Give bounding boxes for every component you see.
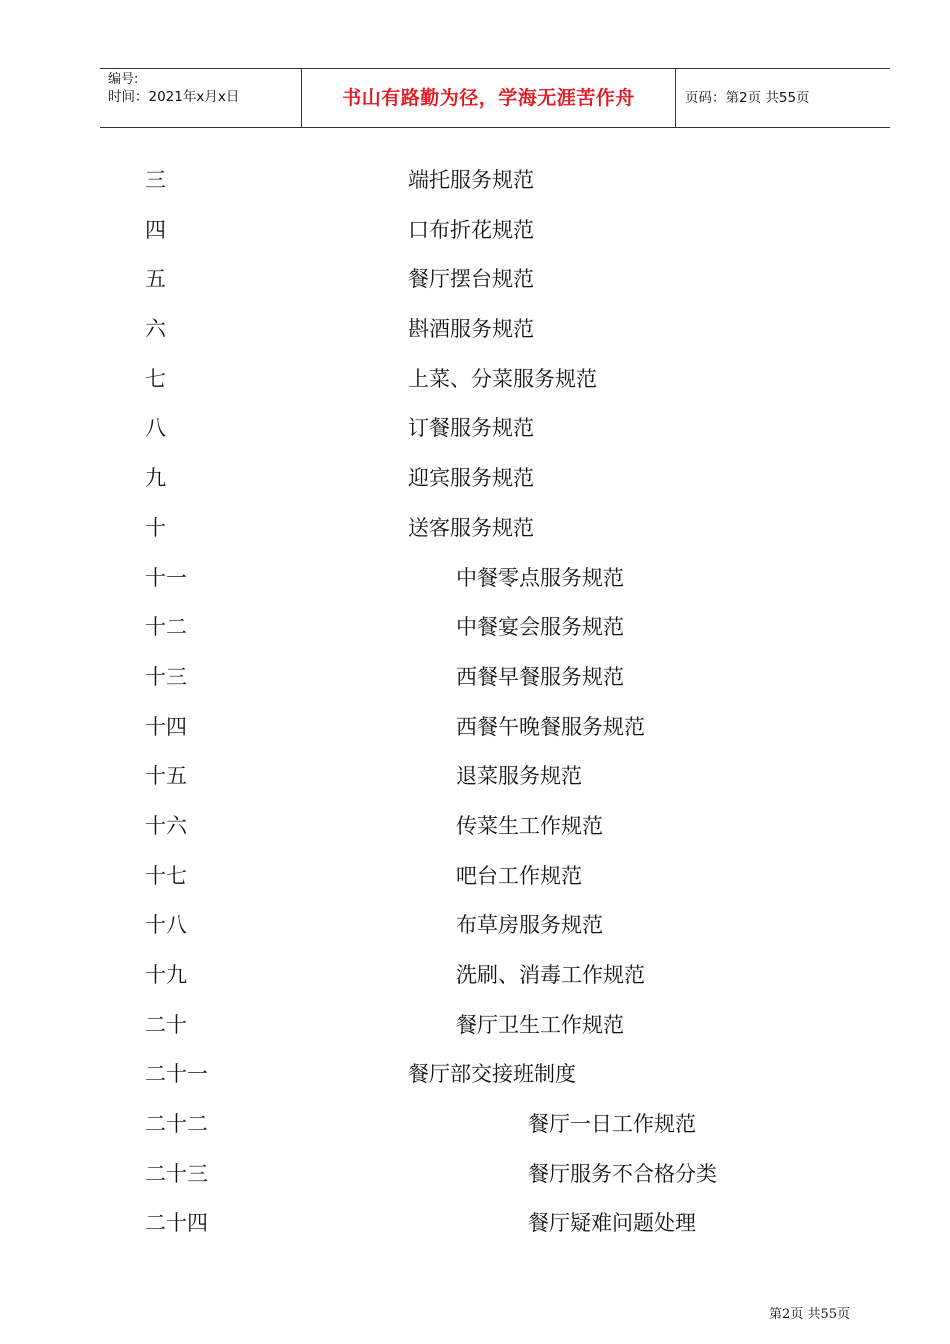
toc-entry (0, 458, 950, 508)
header-page-info: 页码：第2页 共55页 (685, 90, 810, 106)
toc-entry-title: 西餐早餐服务规范 (456, 664, 624, 689)
toc-entry-number: 十七 (145, 863, 187, 888)
toc-entry (0, 210, 950, 260)
toc-entry-title: 吧台工作规范 (456, 863, 582, 888)
toc-entry-number: 十 (145, 515, 166, 540)
toc-entry-number: 七 (145, 366, 166, 391)
toc-entry-title: 送客服务规范 (408, 515, 534, 540)
table-of-contents (0, 160, 950, 1253)
toc-entry-title: 订餐服务规范 (408, 416, 534, 441)
toc-entry-number: 五 (145, 267, 166, 292)
toc-entry-title: 西餐午晚餐服务规范 (456, 714, 645, 739)
toc-entry (0, 1154, 950, 1204)
toc-entry-title: 布草房服务规范 (456, 913, 603, 938)
header-divider (675, 69, 676, 128)
toc-entry (0, 1005, 950, 1055)
toc-entry (0, 607, 950, 657)
toc-entry-title: 餐厅部交接班制度 (408, 1062, 576, 1087)
toc-entry-title: 洗刷、消毒工作规范 (456, 963, 645, 987)
toc-entry-number: 二十一 (145, 1062, 208, 1087)
toc-entry-number: 十九 (145, 963, 187, 987)
document-code-label: 编号: (108, 72, 139, 87)
toc-entry-title: 传菜生工作规范 (456, 813, 603, 838)
toc-entry-title: 餐厅卫生工作规范 (456, 1012, 624, 1037)
toc-entry-title: 端托服务规范 (408, 168, 534, 192)
toc-entry-number: 十八 (145, 913, 187, 938)
toc-entry-number: 二十四 (145, 1211, 208, 1236)
toc-entry (0, 558, 950, 608)
toc-entry-number: 十一 (145, 565, 187, 590)
toc-entry-number: 十二 (145, 615, 187, 640)
toc-entry (0, 1203, 950, 1253)
toc-entry (0, 259, 950, 309)
toc-entry-number: 十六 (145, 813, 187, 838)
toc-entry-number: 三 (145, 168, 166, 192)
toc-entry (0, 508, 950, 558)
toc-entry (0, 806, 950, 856)
toc-entry (0, 160, 950, 210)
document-time-label: 时间：2021年x月x日 (108, 89, 240, 105)
toc-entry-title: 餐厅疑难问题处理 (528, 1211, 696, 1236)
toc-entry-number: 二十二 (145, 1112, 208, 1137)
toc-entry-number: 二十三 (145, 1161, 208, 1186)
toc-entry-title: 餐厅一日工作规范 (528, 1112, 696, 1137)
toc-entry-title: 斟酒服务规范 (408, 317, 534, 342)
toc-entry-number: 十四 (145, 714, 187, 739)
page-header (100, 68, 890, 128)
toc-entry-title: 口布折花规范 (408, 217, 534, 242)
toc-entry (0, 756, 950, 806)
toc-entry-number: 十三 (145, 664, 187, 689)
toc-entry (0, 1104, 950, 1154)
toc-entry-title: 中餐宴会服务规范 (456, 615, 624, 640)
toc-entry (0, 955, 950, 1005)
toc-entry-number: 四 (145, 217, 166, 242)
toc-entry (0, 707, 950, 757)
toc-entry-title: 餐厅摆台规范 (408, 267, 534, 292)
page-footer: 第2页 共55页 (769, 1307, 850, 1322)
toc-entry (0, 359, 950, 409)
toc-entry (0, 1054, 950, 1104)
toc-entry-number: 八 (145, 416, 166, 441)
toc-entry-number: 十五 (145, 764, 187, 789)
toc-entry (0, 657, 950, 707)
toc-entry-title: 迎宾服务规范 (408, 466, 534, 491)
header-motto: 书山有路勤为径，学海无涯苦作舟 (342, 87, 635, 109)
toc-entry-number: 九 (145, 466, 166, 491)
toc-entry-title: 上菜、分菜服务规范 (408, 366, 597, 391)
toc-entry (0, 408, 950, 458)
toc-entry-title: 退菜服务规范 (456, 764, 582, 789)
toc-entry (0, 309, 950, 359)
toc-entry (0, 856, 950, 906)
toc-entry-number: 六 (145, 317, 166, 342)
toc-entry (0, 905, 950, 955)
toc-entry-title: 中餐零点服务规范 (456, 565, 624, 590)
toc-entry-title: 餐厅服务不合格分类 (528, 1161, 717, 1186)
toc-entry-number: 二十 (145, 1012, 187, 1037)
